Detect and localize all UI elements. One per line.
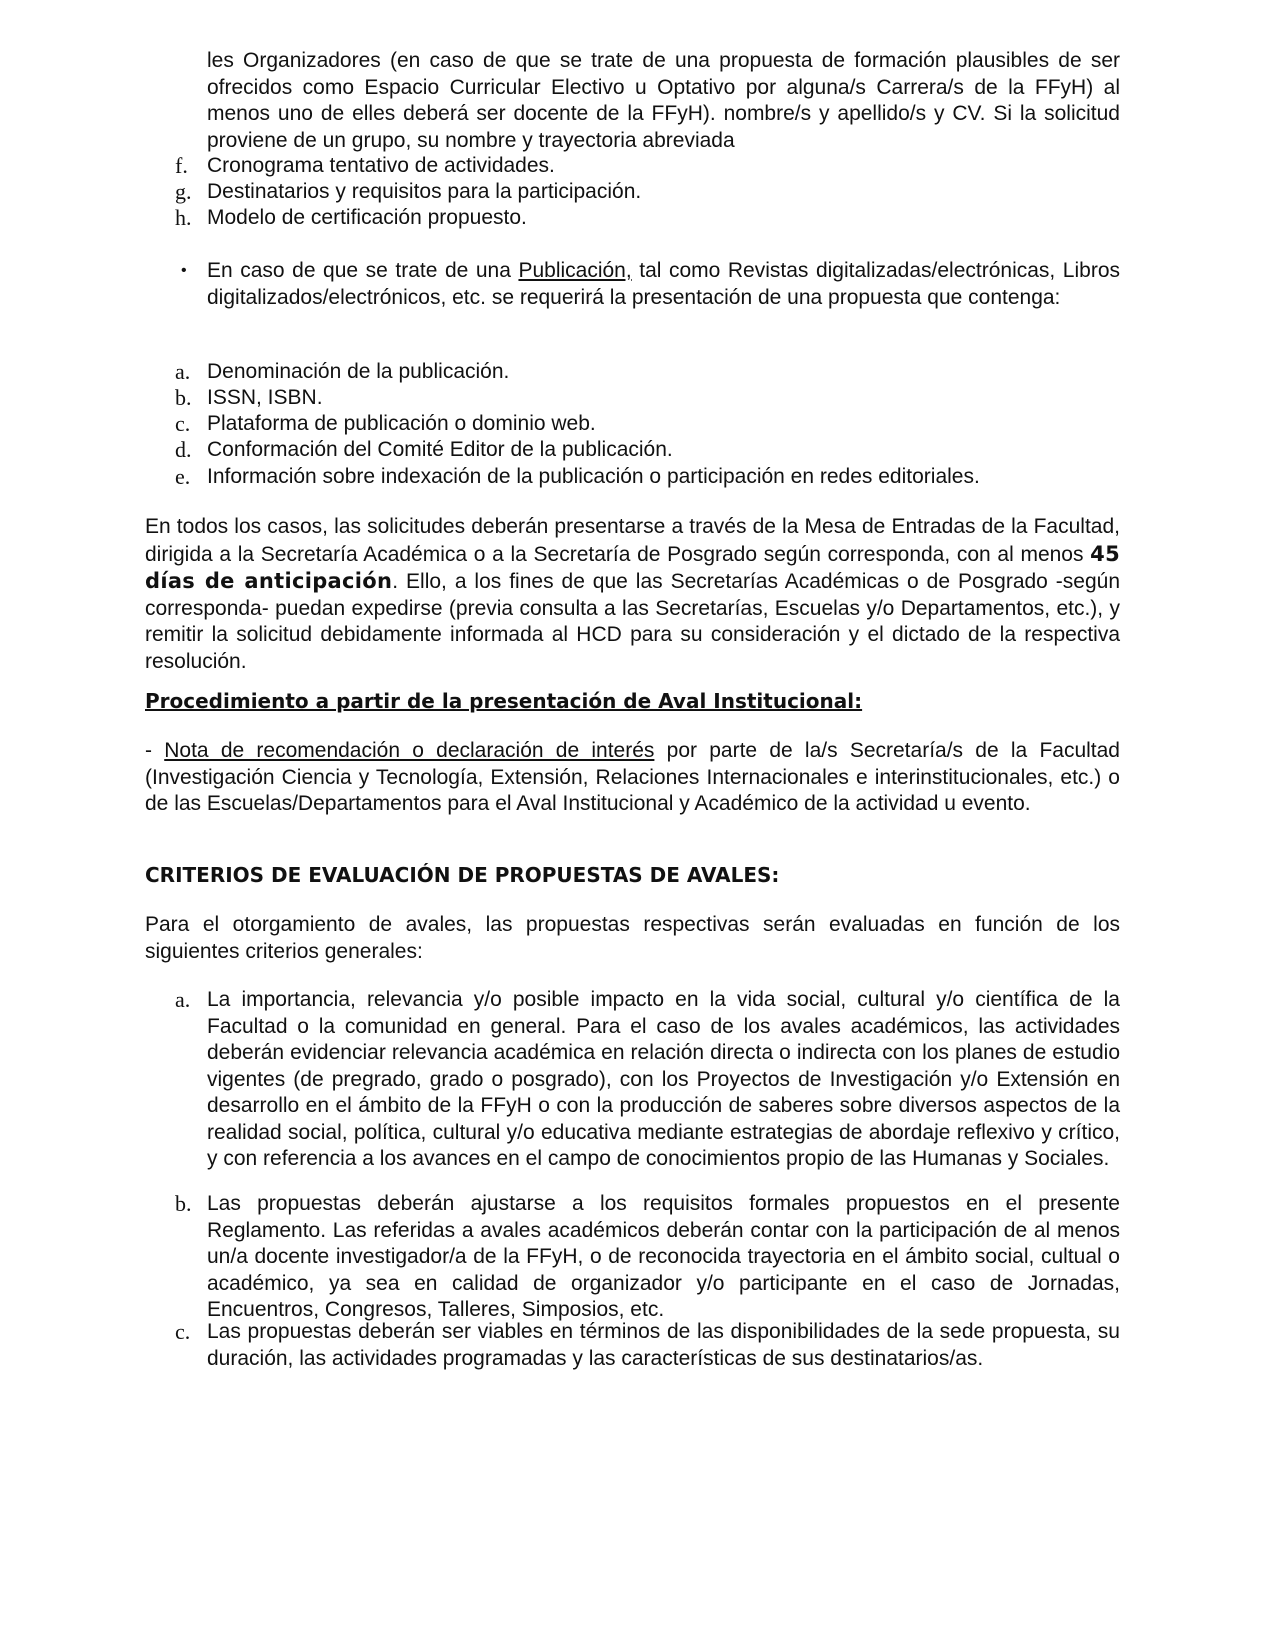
list-text: Las propuestas deberán ajustarse a los requisitos formales propuestos en el presente Reglamento. Las referidas a avales académicos deberán contar con la participación de al menos un/a docente investigador/a de la FFyH, o de reconocida trayectoria en el ámbito social, cultual o académico, ya sea en calidad de organizador y/o participante en el caso de Jornadas, Encuentros, Congresos, Talleres, Simposios, etc. [207,1192,1120,1321]
nota-underlined: Nota de recomendación o declaración de interés [164,739,655,762]
list-item [145,359,1120,386]
list-text: Denominación de la publicación. [207,360,510,383]
list-text: La importancia, relevancia y/o posible impacto en la vida social, cultural y/o científica de la Facultad o la comunidad en general. Para el caso de los avales académicos, las actividades deberán evidenciar relevancia académica en relación directa o indirecta con los planes de estudio vigentes (de pregrado, grado o posgrado), con los Proyectos de Investigación y/o Extensión en desarrollo en el ámbito de la FFyH o con la producción de saberes sobre diversos aspectos de la realidad social, política, cultural y/o educativa mediante estrategias de abordaje reflexivo y crítico, y con referencia a los avances en el campo de conocimientos propio de las Humanas y Sociales. [207,988,1120,1170]
bullet-publicacion [145,258,1120,311]
bullet-text-pre: En caso de que se trate de una [207,259,519,282]
paragraph-text: En todos los casos, las solicitudes deberán presentarse a través de la Mesa de Entradas de la Facultad, dirigida a la Secretaría Académica o a la Secretaría de Posgrado según corresponda, con al menos [145,515,1120,566]
list-item [145,385,1120,412]
list-item [145,464,1120,491]
list-text: Las propuestas deberán ser viables en términos de las disponibilidades de la sede propuesta, su duración, las actividades programadas y las características de sus destinatarios/as. [207,1320,1120,1370]
list-label: h. [175,205,192,230]
list-item [145,1319,1120,1372]
publicacion-underlined: Publicación, [518,259,632,282]
list-label: a. [175,987,191,1012]
list-item [145,437,1120,464]
list-label: c. [175,1319,191,1344]
list-text: Cronograma tentativo de actividades. [207,154,555,177]
list-text: Información sobre indexación de la publicación o participación en redes editoriales. [207,465,980,488]
list-item [145,987,1120,1173]
list-item [145,1191,1120,1324]
bullet-icon: • [181,262,187,279]
list-label: f. [175,153,188,178]
list-item [145,411,1120,438]
paragraph-text: . Ello, a los fines de que las Secretarías Académicas o de Posgrado -según corresponda- puedan expedirse (previa consulta a las Secretarías, Escuelas y/o Departamentos, etc.), y remitir la solicitud debidamente informada al HCD para su consideración y el dictado de la respectiva resolución. [145,570,1121,673]
list-label: b. [175,1191,192,1216]
paragraph-otorgamiento: Para el otorgamiento de avales, las propuestas respectivas serán evaluadas en función de los siguientes criterios generales: [145,913,1120,963]
list-label: a. [175,359,191,384]
list-text: ISSN, ISBN. [207,386,323,409]
paragraph-todos-los-casos [145,514,1120,675]
bold-deadline: 45 días de anticipación [145,541,1120,593]
list-item [145,179,1120,206]
heading-criterios: CRITERIOS DE EVALUACIÓN DE PROPUESTAS DE AVALES: [145,863,780,887]
list-label: b. [175,385,192,410]
list-text: Modelo de certificación propuesto. [207,206,527,229]
list-label: d. [175,437,192,462]
list-label: g. [175,179,192,204]
intro-continuation: les Organizadores (en caso de que se trate de una propuesta de formación plausibles de ser ofrecidos como Espacio Curricular Electivo u Optativo por alguna/s Carrera/s de la FFyH) al menos uno de elles deberá ser docente de la FFyH). nombre/s y apellido/s y CV. Si la solicitud proviene de un grupo, su nombre y trayectoria abreviada [207,49,1120,152]
list-text: Destinatarios y requisitos para la participación. [207,180,642,203]
list-item [145,205,1120,232]
dash: - [145,739,165,762]
list-label: c. [175,411,191,436]
paragraph-text: por parte de la/s Secretaría/s de la Facultad (Investigación Ciencia y Tecnología, Extensión, Relaciones Internacionales e interinstitucionales, etc.) o de las Escuelas/Departamentos para el Aval Institucional y Académico de la actividad u evento. [145,739,1120,815]
list-label: e. [175,464,191,489]
list-item [145,153,1120,180]
list-text: Plataforma de publicación o dominio web. [207,412,596,435]
list-text: Conformación del Comité Editor de la publicación. [207,438,673,461]
heading-procedimiento: Procedimiento a partir de la presentación de Aval Institucional: [145,689,863,713]
bullet-text-post: tal como Revistas digitalizadas/electrónicas, Libros digitalizados/electrónicos, etc. se requerirá la presentación de una propuesta que contenga: [207,259,1120,309]
paragraph-nota [145,738,1120,818]
